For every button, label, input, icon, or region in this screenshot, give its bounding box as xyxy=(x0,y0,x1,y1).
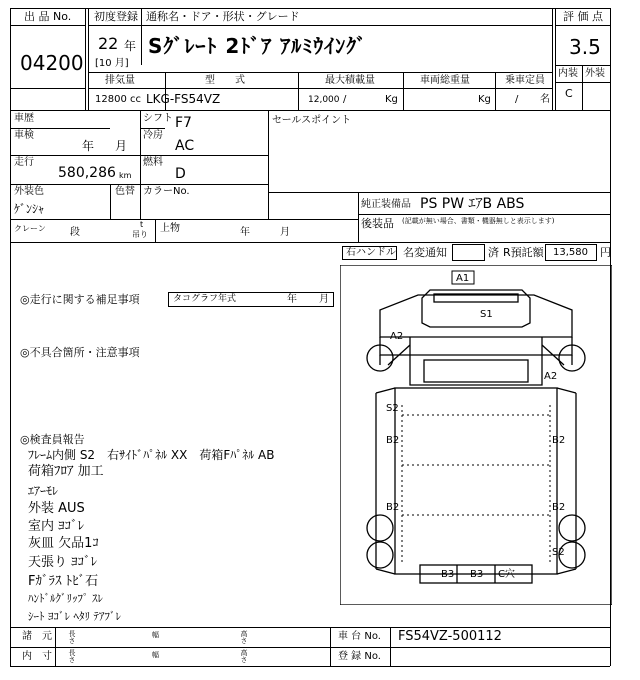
inner-length-label: 長さ xyxy=(68,649,76,663)
displacement-value: 12800 xyxy=(95,94,127,105)
crane-stage-label: 段 xyxy=(70,227,80,238)
grid-line xyxy=(555,8,556,110)
tachograph-year-unit: 年 xyxy=(287,294,297,305)
color-value: ｹﾞﾝｼｬ xyxy=(14,202,45,216)
grid-line xyxy=(552,8,553,110)
ac-label: 冷房 xyxy=(143,130,163,141)
mark-b2-right-top: B2 xyxy=(552,435,566,446)
grid-line xyxy=(88,25,552,26)
grid-line xyxy=(88,72,552,73)
cargo-box-top xyxy=(395,388,557,574)
inspector-line: 荷箱ﾌﾛｱ 加工 xyxy=(28,464,104,479)
inspection-month-unit: 月 xyxy=(115,139,128,153)
aftermarket-label: 後装品 xyxy=(361,217,394,230)
grid-line xyxy=(110,184,111,219)
inspector-line: Fｶﾞﾗｽ ﾄﾋﾞ石 xyxy=(28,574,99,589)
color-label: 外装色 xyxy=(14,186,44,197)
grid-line xyxy=(358,214,610,215)
mileage-label: 走行 xyxy=(14,157,34,168)
grid-line xyxy=(298,72,299,110)
dims-length-label: 長さ xyxy=(68,630,76,644)
mark-b2-left-bottom: B2 xyxy=(386,502,400,513)
grid-line xyxy=(10,155,268,156)
grid-line xyxy=(10,242,610,243)
first-reg-label: 初度登録 xyxy=(94,10,138,23)
windshield-outline xyxy=(380,295,572,337)
max-load-label: 最大積載量 xyxy=(325,75,375,86)
max-load-slash: / xyxy=(343,94,347,105)
interior-score: C xyxy=(565,87,573,100)
mark-b3-b: B3 xyxy=(470,569,484,580)
displacement-unit: cc xyxy=(130,94,141,105)
grid-line xyxy=(268,192,610,193)
name-change-box xyxy=(452,244,485,261)
name-change-stamp: 済 xyxy=(488,246,499,259)
fuel-label: 燃料 xyxy=(143,157,163,168)
mark-a2-left: A2 xyxy=(390,331,404,342)
sales-point-label: セールスポイント xyxy=(272,115,352,126)
model-value: LKG-FS54VZ xyxy=(146,92,221,106)
reg-year-unit: 年 xyxy=(124,39,137,53)
mileage-value: 580,286 xyxy=(58,165,116,181)
capacity-label: 乗車定員 xyxy=(505,75,545,86)
max-load-unit: Kg xyxy=(385,94,398,105)
mark-a2-right: A2 xyxy=(544,371,558,382)
inner-height-label: 高さ xyxy=(240,649,248,663)
lot-number: 04200 xyxy=(20,51,84,75)
crane-ton-label: t xyxy=(140,220,144,229)
color-no-label: カラーNo. xyxy=(143,186,190,197)
name-label: 通称名・ドア・形状・グレード xyxy=(146,10,300,23)
upper-month-unit: 月 xyxy=(280,227,290,238)
name-change-label: 名変通知 xyxy=(403,246,447,259)
grid-line xyxy=(10,25,85,26)
inspector-line: ﾊﾝﾄﾞﾙｸﾞﾘｯﾌﾟ ｽﾚ xyxy=(28,592,103,605)
grid-line xyxy=(10,666,610,667)
inspector-line: ｴｱｰﾓﾚ xyxy=(28,484,59,498)
tachograph-box xyxy=(168,292,334,307)
grid-line xyxy=(555,25,610,26)
inspector-line: 灰皿 欠品1ｺ xyxy=(28,536,99,551)
grid-line xyxy=(403,72,404,110)
capacity-unit: 名 xyxy=(540,94,550,105)
dims-height-label: 高さ xyxy=(240,630,248,644)
mark-s2-left: S2 xyxy=(386,403,399,414)
handle-text: 右ハンドル xyxy=(346,247,396,258)
mileage-unit: km xyxy=(119,171,132,180)
grid-line xyxy=(582,65,583,110)
grid-line xyxy=(10,219,358,220)
score-value: 3.5 xyxy=(569,35,601,59)
grid-line xyxy=(155,219,156,242)
grid-line xyxy=(358,192,359,242)
chassis-value: FS54VZ-500112 xyxy=(398,629,502,644)
cab-body xyxy=(410,337,542,385)
handle-box xyxy=(342,246,397,260)
inspector-line: 室内 ﾖｺﾞﾚ xyxy=(28,519,85,534)
ac-value: AC xyxy=(175,138,195,154)
crane-lift-label: 吊り xyxy=(132,230,148,239)
mark-s1: S1 xyxy=(480,309,493,320)
registration-label: 登 録 No. xyxy=(338,651,381,662)
capacity-slash: / xyxy=(515,94,519,105)
inner-dims-label: 内 寸 xyxy=(22,651,52,662)
shift-value: F7 xyxy=(175,115,192,131)
grid-line xyxy=(140,128,165,129)
inspector-label: ◎検査員報告 xyxy=(20,433,85,446)
inspection-label: 車検 xyxy=(14,130,34,141)
grid-line xyxy=(10,88,85,89)
displacement-label: 排気量 xyxy=(105,75,135,86)
grid-line xyxy=(88,8,89,110)
tachograph-month-unit: 月 xyxy=(319,294,329,305)
aftermarket-note: (記載が無い場合、書類・機器無しと表示します) xyxy=(402,217,555,225)
grid-line xyxy=(140,110,141,219)
gross-weight-label: 車両総重量 xyxy=(420,75,470,86)
deposit-label: R預託額 xyxy=(503,246,544,259)
grid-line xyxy=(55,627,56,666)
history-label: 車歴 xyxy=(14,113,34,124)
upper-year-unit: 年 xyxy=(240,227,250,238)
deposit-yen: 円 xyxy=(600,246,611,259)
inspector-line: 外装 AUS xyxy=(28,501,85,516)
grid-line xyxy=(10,110,610,111)
fuel-value: D xyxy=(175,166,186,182)
grid-line xyxy=(10,647,610,648)
grid-line xyxy=(141,8,142,65)
gross-weight-unit: Kg xyxy=(478,94,491,105)
lot-label: 出 品 No. xyxy=(24,10,72,23)
grid-line xyxy=(268,110,269,219)
grid-line xyxy=(495,72,496,110)
equipment-value: PS PW ｴｱB ABS xyxy=(420,196,525,212)
grid-line xyxy=(10,184,268,185)
grid-line xyxy=(390,627,391,666)
running-notes-label: ◎走行に関する補足事項 xyxy=(20,293,140,306)
grid-line xyxy=(10,8,11,666)
interior-score-label: 内装 xyxy=(558,68,578,79)
rear-right-wheel xyxy=(559,515,585,541)
grid-line xyxy=(85,8,86,110)
cab-door-line xyxy=(424,360,528,382)
grid-line xyxy=(88,88,552,89)
defects-label: ◎不具合箇所・注意事項 xyxy=(20,346,140,359)
max-load-value: 12,000 xyxy=(308,95,340,105)
rear-left-wheel-2 xyxy=(367,542,393,568)
score-label: 評 価 点 xyxy=(563,10,603,23)
vehicle-title: Sｸﾞﾚｰﾄ 2ﾄﾞｱ ｱﾙﾐｳｲﾝｸﾞ xyxy=(148,34,368,58)
dims-label: 諸 元 xyxy=(22,631,52,642)
diagram-frame xyxy=(340,265,612,605)
chassis-label: 車 台 No. xyxy=(338,631,381,642)
mark-c-hole: C穴 xyxy=(498,569,515,580)
shift-label: シフト xyxy=(143,113,173,124)
mark-b2-right-bottom: B2 xyxy=(552,502,566,513)
grid-line xyxy=(10,128,110,129)
rear-left-wheel xyxy=(367,515,393,541)
reg-month: [10 月] xyxy=(95,58,129,69)
inspector-line: ｼｰﾄ ﾖｺﾞﾚ ﾍﾀﾘ ﾃｱﾌﾞﾚ xyxy=(28,610,121,623)
tachograph-label: タコグラフ年式 xyxy=(173,294,237,304)
deposit-value: 13,580 xyxy=(553,247,588,258)
equipment-label: 純正装備品 xyxy=(361,199,411,210)
reg-year: 22 xyxy=(98,34,119,53)
grid-line xyxy=(10,8,610,9)
inspector-line: 天張り ﾖｺﾞﾚ xyxy=(28,555,98,570)
model-label: 型 式 xyxy=(205,75,245,86)
dims-width-label: 幅 xyxy=(152,631,159,639)
inner-width-label: 幅 xyxy=(152,651,159,659)
deposit-box xyxy=(545,244,597,261)
inspector-line: ﾌﾚｰﾑ内側 S2 右ｻｲﾄﾞﾊﾟﾈﾙ XX 荷箱Fﾊﾟﾈﾙ AB xyxy=(28,448,275,462)
grid-line xyxy=(10,627,610,628)
mark-b2-left-top: B2 xyxy=(386,435,400,446)
cargo-box-wings xyxy=(376,388,576,574)
inspection-year-unit: 年 xyxy=(82,139,95,153)
mark-b3-a: B3 xyxy=(441,569,455,580)
mark-s2-right: S2 xyxy=(552,547,565,558)
grid-line xyxy=(330,627,331,666)
crane-label: クレーン xyxy=(14,224,46,233)
vehicle-diagram xyxy=(340,265,612,605)
color-change-label: 色替 xyxy=(115,186,135,197)
upper-body-label: 上物 xyxy=(160,223,180,234)
mark-a1: A1 xyxy=(456,273,470,284)
exterior-score-label: 外装 xyxy=(585,68,605,79)
